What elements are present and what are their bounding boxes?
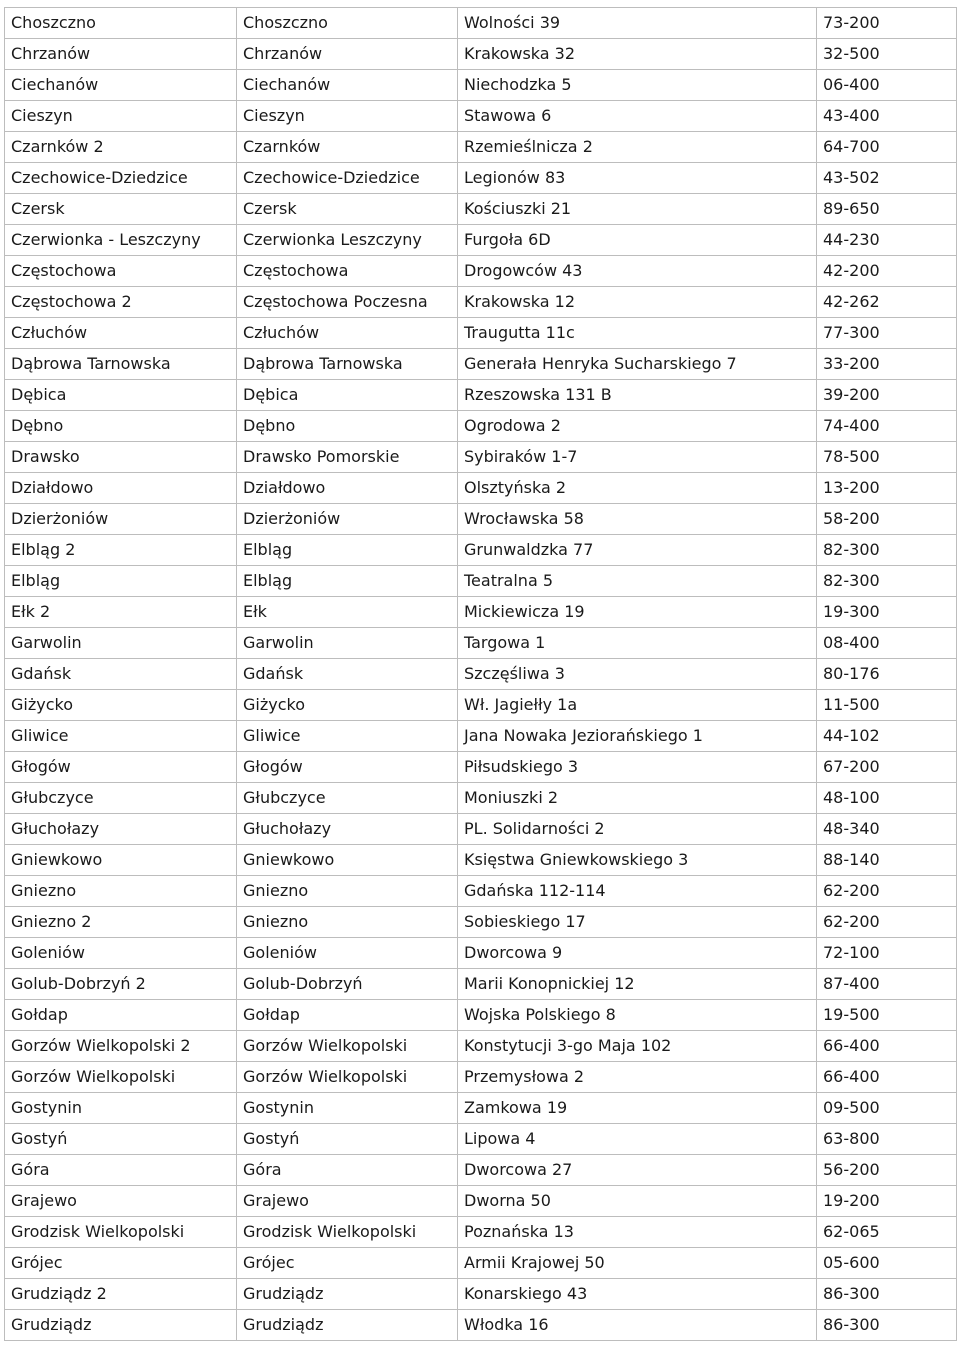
postal-code-cell: 62-200 (817, 876, 957, 907)
postal-code-cell: 48-100 (817, 783, 957, 814)
street-address-cell: Konstytucji 3-go Maja 102 (458, 1031, 817, 1062)
table-row (5, 39, 957, 70)
city-cell: Głuchołazy (237, 814, 458, 845)
branch-name-cell: Gniewkowo (5, 845, 237, 876)
postal-code-cell: 66-400 (817, 1031, 957, 1062)
branch-name-cell: Ciechanów (5, 70, 237, 101)
branch-name-cell: Góra (5, 1155, 237, 1186)
postal-code-cell: 05-600 (817, 1248, 957, 1279)
table-row (5, 504, 957, 535)
postal-code-cell: 06-400 (817, 70, 957, 101)
street-address-cell: Szczęśliwa 3 (458, 659, 817, 690)
postal-code-cell: 82-300 (817, 535, 957, 566)
postal-code-cell: 33-200 (817, 349, 957, 380)
table-row (5, 752, 957, 783)
street-address-cell: Drogowców 43 (458, 256, 817, 287)
city-cell: Dębica (237, 380, 458, 411)
branch-name-cell: Gniezno 2 (5, 907, 237, 938)
city-cell: Głogów (237, 752, 458, 783)
city-cell: Czechowice-Dziedzice (237, 163, 458, 194)
street-address-cell: Kościuszki 21 (458, 194, 817, 225)
city-cell: Grójec (237, 1248, 458, 1279)
branch-name-cell: Dzierżoniów (5, 504, 237, 535)
table-row (5, 287, 957, 318)
city-cell: Gołdap (237, 1000, 458, 1031)
postal-code-cell: 72-100 (817, 938, 957, 969)
branch-name-cell: Dębno (5, 411, 237, 442)
street-address-cell: Jana Nowaka Jeziorańskiego 1 (458, 721, 817, 752)
branch-name-cell: Giżycko (5, 690, 237, 721)
street-address-cell: Księstwa Gniewkowskiego 3 (458, 845, 817, 876)
city-cell: Goleniów (237, 938, 458, 969)
table-row (5, 194, 957, 225)
table-row (5, 566, 957, 597)
city-cell: Czerwionka Leszczyny (237, 225, 458, 256)
branch-name-cell: Głogów (5, 752, 237, 783)
street-address-cell: Mickiewicza 19 (458, 597, 817, 628)
street-address-cell: Sobieskiego 17 (458, 907, 817, 938)
street-address-cell: Włodka 16 (458, 1310, 817, 1341)
city-cell: Chrzanów (237, 39, 458, 70)
table-row (5, 845, 957, 876)
table-row (5, 535, 957, 566)
street-address-cell: Legionów 83 (458, 163, 817, 194)
postal-code-cell: 11-500 (817, 690, 957, 721)
table-row (5, 1124, 957, 1155)
city-cell: Grudziądz (237, 1310, 458, 1341)
postal-code-cell: 64-700 (817, 132, 957, 163)
city-cell: Elbląg (237, 566, 458, 597)
branch-name-cell: Gorzów Wielkopolski (5, 1062, 237, 1093)
branch-name-cell: Ełk 2 (5, 597, 237, 628)
postal-code-cell: 48-340 (817, 814, 957, 845)
city-cell: Golub-Dobrzyń (237, 969, 458, 1000)
table-row (5, 1310, 957, 1341)
branch-name-cell: Dębica (5, 380, 237, 411)
street-address-cell: Sybiraków 1-7 (458, 442, 817, 473)
street-address-cell: Olsztyńska 2 (458, 473, 817, 504)
branch-name-cell: Czechowice-Dziedzice (5, 163, 237, 194)
branch-name-cell: Golub-Dobrzyń 2 (5, 969, 237, 1000)
table-row (5, 101, 957, 132)
table-row (5, 597, 957, 628)
table-row (5, 1186, 957, 1217)
branch-name-cell: Gołdap (5, 1000, 237, 1031)
table-row (5, 1155, 957, 1186)
table-row (5, 690, 957, 721)
street-address-cell: Targowa 1 (458, 628, 817, 659)
branch-name-cell: Czerwionka - Leszczyny (5, 225, 237, 256)
city-cell: Działdowo (237, 473, 458, 504)
branch-name-cell: Cieszyn (5, 101, 237, 132)
street-address-cell: Wojska Polskiego 8 (458, 1000, 817, 1031)
table-row (5, 8, 957, 39)
city-cell: Gliwice (237, 721, 458, 752)
branch-name-cell: Elbląg 2 (5, 535, 237, 566)
table-row (5, 814, 957, 845)
table-row (5, 721, 957, 752)
postal-code-cell: 80-176 (817, 659, 957, 690)
table-row (5, 1093, 957, 1124)
branch-name-cell: Grójec (5, 1248, 237, 1279)
branch-name-cell: Czersk (5, 194, 237, 225)
street-address-cell: Dworcowa 9 (458, 938, 817, 969)
table-row (5, 380, 957, 411)
locations-table-body (5, 8, 957, 1341)
street-address-cell: Wł. Jagiełły 1a (458, 690, 817, 721)
street-address-cell: Grunwaldzka 77 (458, 535, 817, 566)
city-cell: Drawsko Pomorskie (237, 442, 458, 473)
postal-code-cell: 19-300 (817, 597, 957, 628)
city-cell: Czarnków (237, 132, 458, 163)
street-address-cell: Wrocławska 58 (458, 504, 817, 535)
table-row (5, 1217, 957, 1248)
city-cell: Grodzisk Wielkopolski (237, 1217, 458, 1248)
table-row (5, 225, 957, 256)
branch-name-cell: Działdowo (5, 473, 237, 504)
postal-code-cell: 19-500 (817, 1000, 957, 1031)
table-row (5, 876, 957, 907)
postal-code-cell: 42-200 (817, 256, 957, 287)
street-address-cell: Konarskiego 43 (458, 1279, 817, 1310)
street-address-cell: Piłsudskiego 3 (458, 752, 817, 783)
city-cell: Giżycko (237, 690, 458, 721)
postal-code-cell: 74-400 (817, 411, 957, 442)
city-cell: Grajewo (237, 1186, 458, 1217)
postal-code-cell: 86-300 (817, 1279, 957, 1310)
table-row (5, 473, 957, 504)
postal-code-cell: 82-300 (817, 566, 957, 597)
table-row (5, 411, 957, 442)
street-address-cell: Marii Konopnickiej 12 (458, 969, 817, 1000)
table-row (5, 132, 957, 163)
street-address-cell: Gdańska 112-114 (458, 876, 817, 907)
postal-code-cell: 32-500 (817, 39, 957, 70)
postal-code-cell: 44-102 (817, 721, 957, 752)
city-cell: Garwolin (237, 628, 458, 659)
table-row (5, 659, 957, 690)
postal-code-cell: 88-140 (817, 845, 957, 876)
table-row (5, 1279, 957, 1310)
postal-code-cell: 39-200 (817, 380, 957, 411)
street-address-cell: Moniuszki 2 (458, 783, 817, 814)
street-address-cell: Dworna 50 (458, 1186, 817, 1217)
table-row (5, 1031, 957, 1062)
city-cell: Ciechanów (237, 70, 458, 101)
postal-code-cell: 43-400 (817, 101, 957, 132)
postal-code-cell: 73-200 (817, 8, 957, 39)
branch-name-cell: Gniezno (5, 876, 237, 907)
postal-code-cell: 58-200 (817, 504, 957, 535)
city-cell: Głubczyce (237, 783, 458, 814)
postal-code-cell: 43-502 (817, 163, 957, 194)
table-row (5, 969, 957, 1000)
street-address-cell: Teatralna 5 (458, 566, 817, 597)
postal-code-cell: 62-200 (817, 907, 957, 938)
branch-name-cell: Czarnków 2 (5, 132, 237, 163)
branch-name-cell: Gdańsk (5, 659, 237, 690)
branch-name-cell: Głubczyce (5, 783, 237, 814)
city-cell: Człuchów (237, 318, 458, 349)
branch-name-cell: Dąbrowa Tarnowska (5, 349, 237, 380)
city-cell: Częstochowa Poczesna (237, 287, 458, 318)
city-cell: Grudziądz (237, 1279, 458, 1310)
city-cell: Ełk (237, 597, 458, 628)
street-address-cell: Krakowska 32 (458, 39, 817, 70)
street-address-cell: Rzeszowska 131 B (458, 380, 817, 411)
branch-name-cell: Częstochowa (5, 256, 237, 287)
city-cell: Dzierżoniów (237, 504, 458, 535)
table-row (5, 256, 957, 287)
table-row (5, 318, 957, 349)
postal-code-cell: 63-800 (817, 1124, 957, 1155)
branch-name-cell: Elbląg (5, 566, 237, 597)
city-cell: Gorzów Wielkopolski (237, 1031, 458, 1062)
street-address-cell: Rzemieślnicza 2 (458, 132, 817, 163)
branch-name-cell: Człuchów (5, 318, 237, 349)
city-cell: Gostyń (237, 1124, 458, 1155)
city-cell: Gniewkowo (237, 845, 458, 876)
branch-name-cell: Grudziądz (5, 1310, 237, 1341)
table-row (5, 938, 957, 969)
postal-code-cell: 67-200 (817, 752, 957, 783)
postal-code-cell: 42-262 (817, 287, 957, 318)
table-row (5, 783, 957, 814)
postal-code-cell: 13-200 (817, 473, 957, 504)
table-row (5, 442, 957, 473)
table-row (5, 1000, 957, 1031)
street-address-cell: Poznańska 13 (458, 1217, 817, 1248)
postal-code-cell: 09-500 (817, 1093, 957, 1124)
locations-table (4, 7, 957, 1341)
branch-name-cell: Drawsko (5, 442, 237, 473)
table-row (5, 907, 957, 938)
postal-code-cell: 44-230 (817, 225, 957, 256)
city-cell: Gorzów Wielkopolski (237, 1062, 458, 1093)
branch-name-cell: Częstochowa 2 (5, 287, 237, 318)
table-row (5, 628, 957, 659)
city-cell: Dębno (237, 411, 458, 442)
street-address-cell: Stawowa 6 (458, 101, 817, 132)
postal-code-cell: 77-300 (817, 318, 957, 349)
postal-code-cell: 89-650 (817, 194, 957, 225)
table-row (5, 163, 957, 194)
branch-name-cell: Choszczno (5, 8, 237, 39)
branch-name-cell: Grudziądz 2 (5, 1279, 237, 1310)
branch-name-cell: Goleniów (5, 938, 237, 969)
table-row (5, 349, 957, 380)
street-address-cell: Wolności 39 (458, 8, 817, 39)
branch-name-cell: Gostynin (5, 1093, 237, 1124)
postal-code-cell: 86-300 (817, 1310, 957, 1341)
city-cell: Gdańsk (237, 659, 458, 690)
postal-code-cell: 87-400 (817, 969, 957, 1000)
branch-name-cell: Głuchołazy (5, 814, 237, 845)
postal-code-cell: 56-200 (817, 1155, 957, 1186)
postal-code-cell: 62-065 (817, 1217, 957, 1248)
street-address-cell: Ogrodowa 2 (458, 411, 817, 442)
postal-code-cell: 19-200 (817, 1186, 957, 1217)
postal-code-cell: 78-500 (817, 442, 957, 473)
city-cell: Gniezno (237, 907, 458, 938)
street-address-cell: Lipowa 4 (458, 1124, 817, 1155)
city-cell: Gniezno (237, 876, 458, 907)
branch-name-cell: Gorzów Wielkopolski 2 (5, 1031, 237, 1062)
table-row (5, 70, 957, 101)
street-address-cell: Dworcowa 27 (458, 1155, 817, 1186)
street-address-cell: Zamkowa 19 (458, 1093, 817, 1124)
city-cell: Częstochowa (237, 256, 458, 287)
branch-name-cell: Chrzanów (5, 39, 237, 70)
city-cell: Góra (237, 1155, 458, 1186)
street-address-cell: PL. Solidarności 2 (458, 814, 817, 845)
street-address-cell: Traugutta 11c (458, 318, 817, 349)
city-cell: Czersk (237, 194, 458, 225)
street-address-cell: Niechodzka 5 (458, 70, 817, 101)
branch-name-cell: Gostyń (5, 1124, 237, 1155)
street-address-cell: Generała Henryka Sucharskiego 7 (458, 349, 817, 380)
street-address-cell: Przemysłowa 2 (458, 1062, 817, 1093)
branch-name-cell: Gliwice (5, 721, 237, 752)
street-address-cell: Furgoła 6D (458, 225, 817, 256)
branch-name-cell: Grajewo (5, 1186, 237, 1217)
city-cell: Choszczno (237, 8, 458, 39)
city-cell: Cieszyn (237, 101, 458, 132)
street-address-cell: Krakowska 12 (458, 287, 817, 318)
city-cell: Dąbrowa Tarnowska (237, 349, 458, 380)
postal-code-cell: 66-400 (817, 1062, 957, 1093)
street-address-cell: Armii Krajowej 50 (458, 1248, 817, 1279)
branch-name-cell: Grodzisk Wielkopolski (5, 1217, 237, 1248)
branch-name-cell: Garwolin (5, 628, 237, 659)
city-cell: Gostynin (237, 1093, 458, 1124)
postal-code-cell: 08-400 (817, 628, 957, 659)
table-row (5, 1248, 957, 1279)
table-row (5, 1062, 957, 1093)
city-cell: Elbląg (237, 535, 458, 566)
